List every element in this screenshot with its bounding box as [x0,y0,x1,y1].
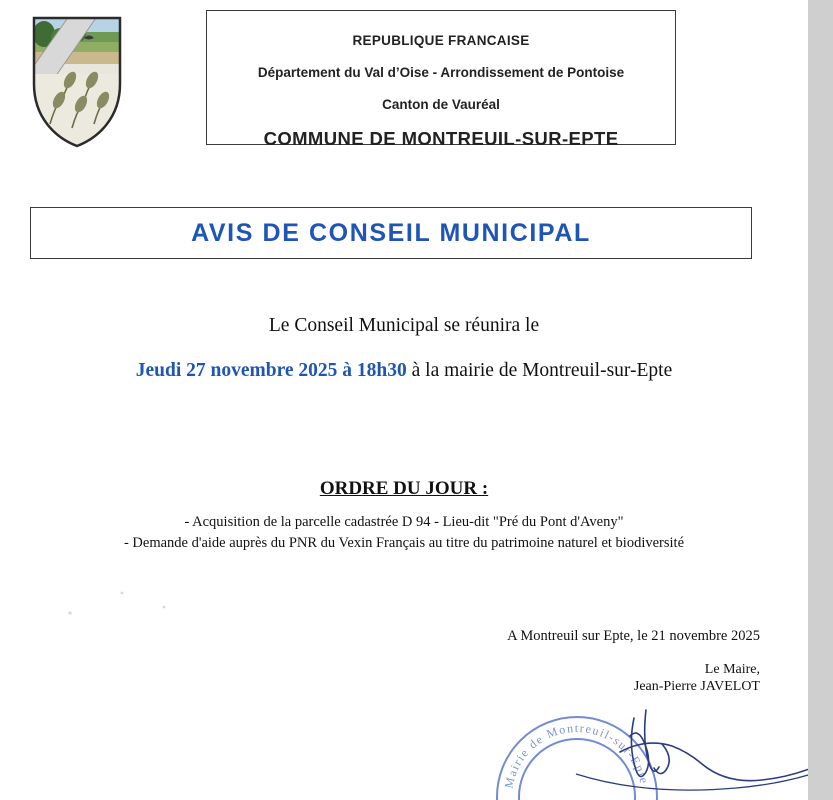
signature-role: Le Maire, [704,662,760,677]
official-stamp [492,712,662,800]
signature-name: Jean-Pierre JAVELOT [633,679,760,694]
agenda-item: - Acquisition de la parcelle cadastrée D 94 - Lieu-dit "Pré du Pont d'Aveny" [184,514,624,530]
header-commune-line: COMMUNE DE MONTREUIL-SUR-EPTE [263,128,619,149]
document-header [0,0,808,165]
page-gutter [808,0,833,800]
agenda-item: - Demande d'aide auprès du PNR du Vexin Français au titre du patrimoine naturel et biodiversité [123,535,685,552]
header-department-line: Département du Val d’Oise - Arrondissement de Pontoise [257,65,625,80]
svg-text:Mairie de Montreuil-sur-Epte: Mairie de Montreuil-sur-Epte [501,720,652,790]
place-and-date: A Montreuil sur Epte, le 21 novembre 2025 [507,628,760,644]
header-canton-line: Canton de Vauréal [382,97,500,112]
coat-of-arms-icon [28,12,126,152]
meeting-date-line [0,360,808,382]
scan-artifact [60,585,180,625]
notice-title-box [30,207,752,259]
meeting-intro-text: Le Conseil Municipal se réunira le [268,315,540,336]
header-republic-line: REPUBLIQUE FRANCAISE [352,33,530,48]
handwritten-signature [570,700,808,800]
meeting-date-highlight: Jeudi 27 novembre 2025 à 18h30 [135,360,407,381]
page-title: AVIS DE CONSEIL MUNICIPAL [191,218,591,247]
agenda-list [0,512,808,554]
header-info-box [206,10,676,149]
meeting-location: à la mairie de Montreuil-sur-Epte [406,360,673,381]
agenda-heading: ORDRE DU JOUR : [319,478,489,499]
